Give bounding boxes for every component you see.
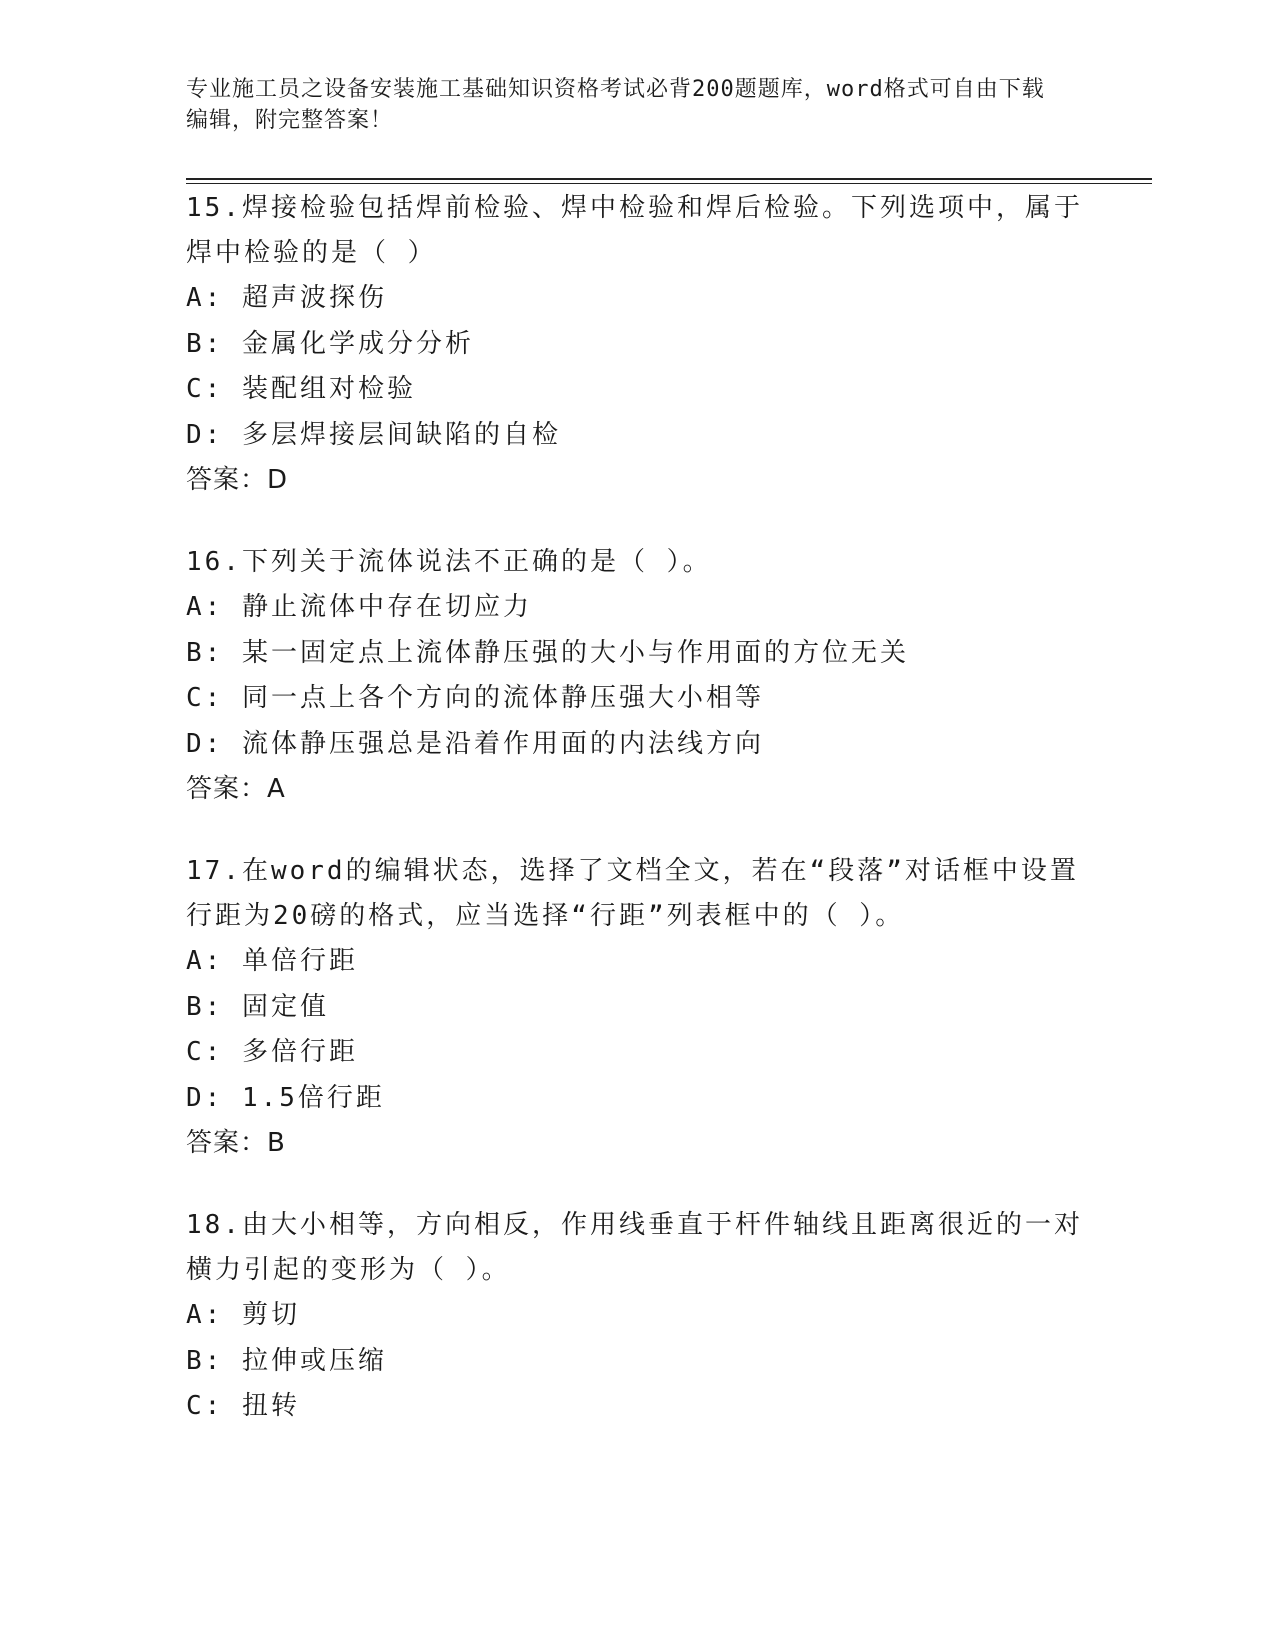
question-text: 18.由大小相等，方向相反，作用线垂直于杆件轴线且距离很近的一对横力引起的变形为（ ）。 bbox=[186, 1210, 1083, 1285]
option-a: A: 剪切 bbox=[186, 1300, 300, 1330]
question-17 bbox=[186, 849, 1086, 1166]
option-d: D: 1.5倍行距 bbox=[186, 1082, 385, 1113]
option-b: B: 某一固定点上流体静压强的大小与作用面的方位无关 bbox=[186, 637, 909, 668]
answer: 答案：B bbox=[186, 1128, 286, 1158]
question-18 bbox=[186, 1203, 1086, 1430]
question-list bbox=[186, 186, 1086, 1467]
option-a: A: 超声波探伤 bbox=[186, 283, 387, 313]
option-c: C: 扭转 bbox=[186, 1391, 300, 1421]
option-a: A: 单倍行距 bbox=[186, 946, 358, 976]
option-b: B: 金属化学成分分析 bbox=[186, 328, 474, 359]
question-text: 16.下列关于流体说法不正确的是（ ）。 bbox=[186, 547, 712, 577]
header-rule-thick bbox=[186, 178, 1152, 180]
option-b: B: 固定值 bbox=[186, 991, 329, 1022]
option-d: D: 多层焊接层间缺陷的自检 bbox=[186, 419, 561, 450]
option-b: B: 拉伸或压缩 bbox=[186, 1345, 387, 1376]
answer: 答案：D bbox=[186, 465, 289, 495]
question-16 bbox=[186, 540, 1086, 812]
option-a: A: 静止流体中存在切应力 bbox=[186, 592, 532, 622]
option-c: C: 同一点上各个方向的流体静压强大小相等 bbox=[186, 683, 764, 713]
answer: 答案：A bbox=[186, 774, 286, 804]
question-text: 17.在word的编辑状态，选择了文档全文，若在“段落”对话框中设置行距为20磅的格式，应当选择“行距”列表框中的（ ）。 bbox=[186, 856, 1079, 931]
option-c: C: 多倍行距 bbox=[186, 1037, 358, 1067]
option-c: C: 装配组对检验 bbox=[186, 374, 416, 404]
header-rule-thin bbox=[186, 183, 1152, 184]
question-15 bbox=[186, 186, 1086, 503]
option-d: D: 流体静压强总是沿着作用面的内法线方向 bbox=[186, 728, 764, 759]
page-header: 专业施工员之设备安装施工基础知识资格考试必背200题题库，word格式可自由下载编辑，附完整答案！ bbox=[186, 77, 1045, 133]
question-text: 15.焊接检验包括焊前检验、焊中检验和焊后检验。下列选项中，属于焊中检验的是（ ） bbox=[186, 193, 1083, 268]
